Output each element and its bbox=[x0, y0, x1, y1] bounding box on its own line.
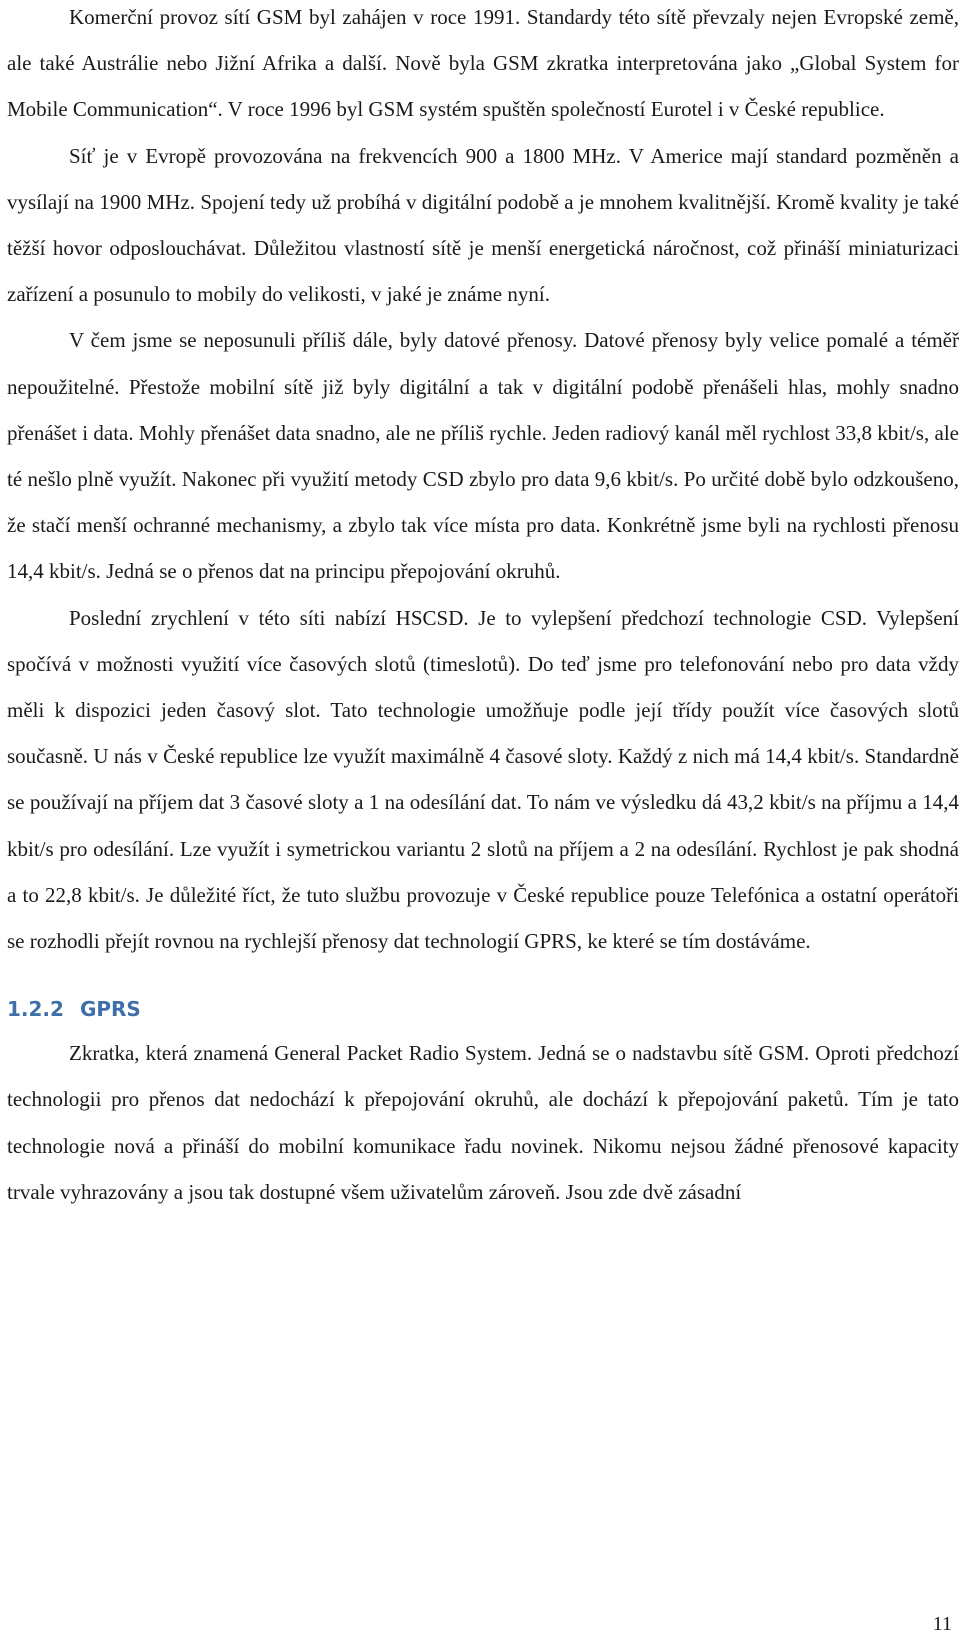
paragraph-gsm-launch: Komerční provoz sítí GSM byl zahájen v roce 1991. Standardy této sítě převzaly nejen Evropské země, ale také Austrálie nebo Jižní Afrika a další. Nově byla GSM zkratka interpretována jako „Global System for Mobile Communication“. V roce 1996 byl GSM systém spuštěn společností Eurotel i v České republice. bbox=[7, 5, 959, 122]
paragraph-gsm-frequencies: Síť je v Evropě provozována na frekvencích 900 a 1800 MHz. V Americe mají standard pozměněn a vysílají na 1900 MHz. Spojení tedy už probíhá v digitální podobě a je mnohem kvalitnější. Kromě kvality je také těžší hovor odposlouchávat. Důležitou vlastností sítě je menší energetická náročnost, což přináší miniaturizaci zařízení a posunulo to mobily do velikosti, v jaké je známe nyní. bbox=[7, 143, 959, 307]
section-heading bbox=[7, 970, 959, 1030]
page-number: 11 bbox=[932, 1613, 952, 1635]
page-content bbox=[7, 0, 959, 1215]
paragraph-gprs-intro: Zkratka, která znamená General Packet Radio System. Jedná se o nadstavbu sítě GSM. Oproti předchozí technologii pro přenos dat nedochází k přepojování okruhů, ale dochází k přepojování paketů. Tím je tato technologie nová a přináší do mobilní komunikace řadu novinek. Nikomu nejsou žádné přenosové kapacity trvale vyhrazovány a jsou tak dostupné všem uživatelům zároveň. Jsou zde dvě zásadní bbox=[7, 1041, 959, 1204]
paragraph-data-transfers: V čem jsme se neposunuli příliš dále, byly datové přenosy. Datové přenosy byly velice pomalé a téměř nepoužitelné. Přestože mobilní sítě již byly digitální a tak v digitální podobě přenášeli hlas, mohly snadno přenášet i data. Mohly přenášet data snadno, ale ne příliš rychle. Jeden radiový kanál měl rychlost 33,8 kbit/s, ale té nešlo plně využít. Nakonec při využití metody CSD zbylo pro data 9,6 kbit/s. Po určité době bylo odzkoušeno, že stačí menší ochranné mechanismy, a zbylo tak více místa pro data. Konkrétně jsme byli na rychlosti přenosu 14,4 kbit/s. Jedná se o přenos dat na principu přepojování okruhů. bbox=[7, 328, 959, 584]
paragraph-hscsd: Poslední zrychlení v této síti nabízí HSCSD. Je to vylepšení předchozí technologie CSD. Vylepšení spočívá v možnosti využití více časových slotů (timeslotů). Do teď jsme pro telefonování nebo pro data vždy měli k dispozici jeden časový slot. Tato technologie umožňuje podle její třídy použít více časových slotů současně. U nás v České republice lze využít maximálně 4 časové sloty. Každý z nich má 14,4 kbit/s. Standardně se používají na příjem dat 3 časové sloty a 1 na odesílání dat. To nám ve výsledku dá 43,2 kbit/s na příjmu a 14,4 kbit/s pro odesílání. Lze využít i symetrickou variantu 2 slotů na příjem a 2 na odesílání. Rychlost je pak shodná a to 22,8 kbit/s. Je důležité říct, že tuto službu provozuje v České republice pouze Telefónica a ostatní operátoři se rozhodli přejít rovnou na rychlejší přenosy dat technologií GPRS, ke které se tím dostáváme. bbox=[7, 605, 959, 954]
section-title: GPRS bbox=[79, 997, 141, 1022]
section-number: 1.2.2 bbox=[7, 997, 64, 1022]
